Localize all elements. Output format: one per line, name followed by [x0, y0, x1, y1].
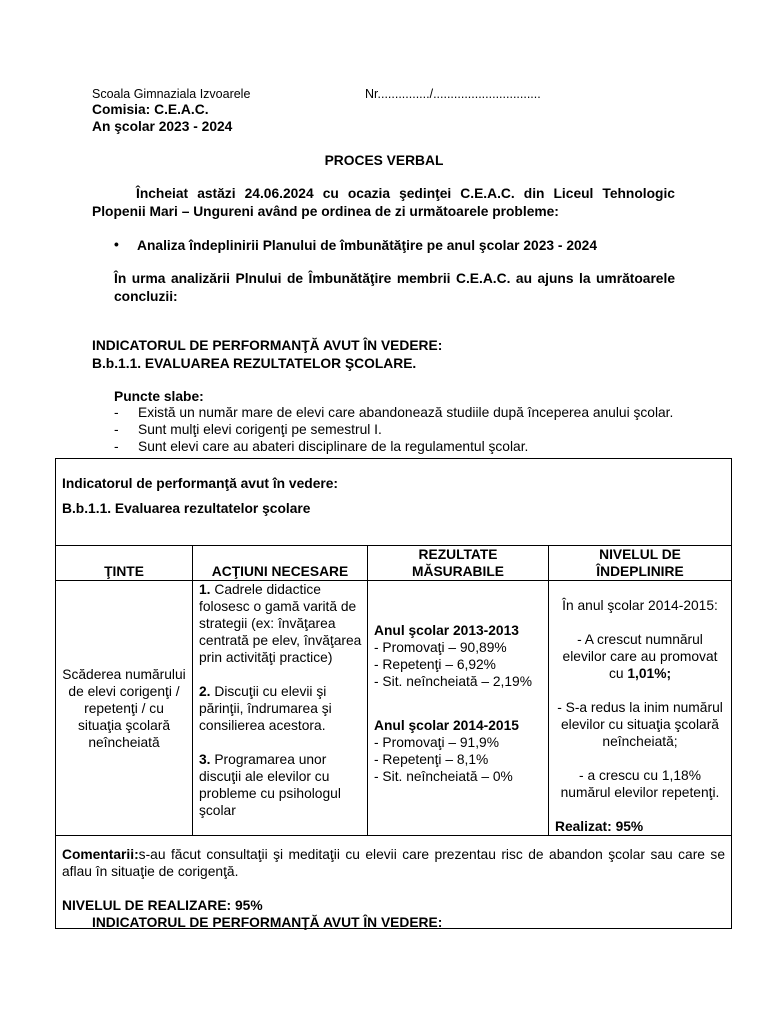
weak-point: Sunt mulţi elevi corigenţi pe semestrul I. [138, 422, 382, 437]
level-promoted-value: 1,01%; [627, 666, 672, 681]
level-intro: În anul şcolar 2014-2015: [562, 598, 718, 613]
intro-paragraph: Încheiat astăzi 24.06.2024 cu ocazia şedinţei C.E.A.C. din Liceul Tehnologic Plopenii Mari – Ungureni având pe ordinea de zi următoarele probleme: [92, 186, 675, 219]
level-promoted-text: - A crescut numnărul elevilor care au promovat cu [562, 632, 718, 681]
result-line: - Repetenţi – 8,1% [374, 752, 489, 767]
dash-icon: - [114, 405, 119, 420]
level-repeaters: - a crescu cu 1,18% numărul elevilor repetenţi. [560, 768, 720, 800]
school-year: An şcolar 2023 - 2024 [92, 119, 233, 134]
table-indicator-label: Indicatorul de performanţă avut în vedere: [62, 476, 338, 491]
agenda-item: Analiza îndeplinirii Planului de îmbunătăţire pe anul şcolar 2023 - 2024 [137, 238, 598, 253]
agenda-bullet-icon: • [114, 237, 119, 252]
weak-point: Sunt elevi care au abateri disciplinare de la regulamentul şcolar. [138, 439, 529, 454]
results-year: Anul şcolar 2014-2015 [374, 718, 519, 733]
registration-number: Nr.............../............................... [365, 87, 541, 101]
action-text: Cadrele didactice folosesc o gamă varită de strategii (ex: învăţarea centrată pe elev, învăţarea prin activităţi practice) [199, 582, 362, 665]
indicator-code: B.b.1.1. EVALUAREA REZULTATELOR ŞCOLARE. [92, 356, 417, 371]
result-line: - Promovaţi – 91,9% [374, 735, 499, 750]
action-item [199, 581, 365, 666]
commission: Comisia: C.E.A.C. [92, 102, 209, 117]
result-line: - Sit. neîncheiată – 0% [374, 769, 513, 784]
action-number: 2. [199, 684, 211, 699]
indicator-heading: INDICATORUL DE PERFORMANŢĂ AVUT ÎN VEDERE: [92, 338, 443, 353]
level-cell [549, 581, 732, 836]
dash-icon: - [114, 422, 119, 437]
page-title: PROCES VERBAL [324, 153, 444, 168]
realization-level: NIVELUL DE REALIZARE: 95% [62, 898, 263, 913]
actions-cell [193, 581, 368, 836]
table-indicator-code: B.b.1.1. Evaluarea rezultatelor şcolare [62, 501, 311, 516]
level-incomplete: - S-a redus la inim numărul elevilor cu situaţia şcolară neîncheiată; [557, 700, 723, 749]
action-item [199, 751, 365, 819]
header-nivel: NIVELUL DE ÎNDEPLINIRE [549, 546, 732, 581]
header-rezultate: REZULTATE MĂSURABILE [368, 546, 549, 581]
target-cell: Scăderea numărului de elevi corigenţi / repetenţi / cu situaţia şcolară neîncheiată [56, 581, 193, 836]
result-line: - Promovaţi – 90,89% [374, 640, 507, 655]
comment-label: Comentarii: [62, 847, 139, 862]
action-item [199, 683, 365, 734]
result-line: - Repetenţi – 6,92% [374, 657, 496, 672]
level-realized: Realizat: 95% [555, 819, 644, 834]
action-text: Programarea unor discuţii ale elevilor cu probleme cu psihologul şcolar [199, 752, 341, 818]
comment-body: s-au făcut consultaţii şi meditaţii cu elevii care prezentau risc de abandon şcolar sau care se aflau în situaţie de corigenţă. [62, 847, 725, 879]
table-indicator-cell [56, 459, 732, 546]
action-number: 1. [199, 582, 211, 597]
result-line: - Sit. neîncheiată – 2,19% [374, 674, 532, 689]
header-tinte: ŢINTE [56, 546, 193, 581]
weak-points-title: Puncte slabe: [114, 389, 204, 404]
conclusion-intro: În urma analizării Plnului de Îmbunătăţire membrii C.E.A.C. au ajuns la umrătoarele concluzii: [114, 271, 675, 304]
weak-point: Există un număr mare de elevi care abandonează studiile după începerea anului şcolar. [138, 405, 674, 420]
action-number: 3. [199, 752, 211, 767]
next-indicator-heading: INDICATORUL DE PERFORMANŢĂ AVUT ÎN VEDERE: [92, 915, 443, 930]
school-name: Scoala Gimnaziala Izvoarele [92, 87, 251, 101]
action-text: Discuţii cu elevii şi părinţii, îndrumarea şi consilierea acestora. [199, 684, 332, 733]
level-promoted [555, 631, 725, 682]
improvement-plan-table [55, 458, 732, 929]
results-cell [368, 581, 549, 836]
results-year: Anul şcolar 2013-2013 [374, 623, 519, 638]
comment-text [62, 846, 725, 880]
header-actiuni: ACŢIUNI NECESARE [193, 546, 368, 581]
dash-icon: - [114, 439, 119, 454]
